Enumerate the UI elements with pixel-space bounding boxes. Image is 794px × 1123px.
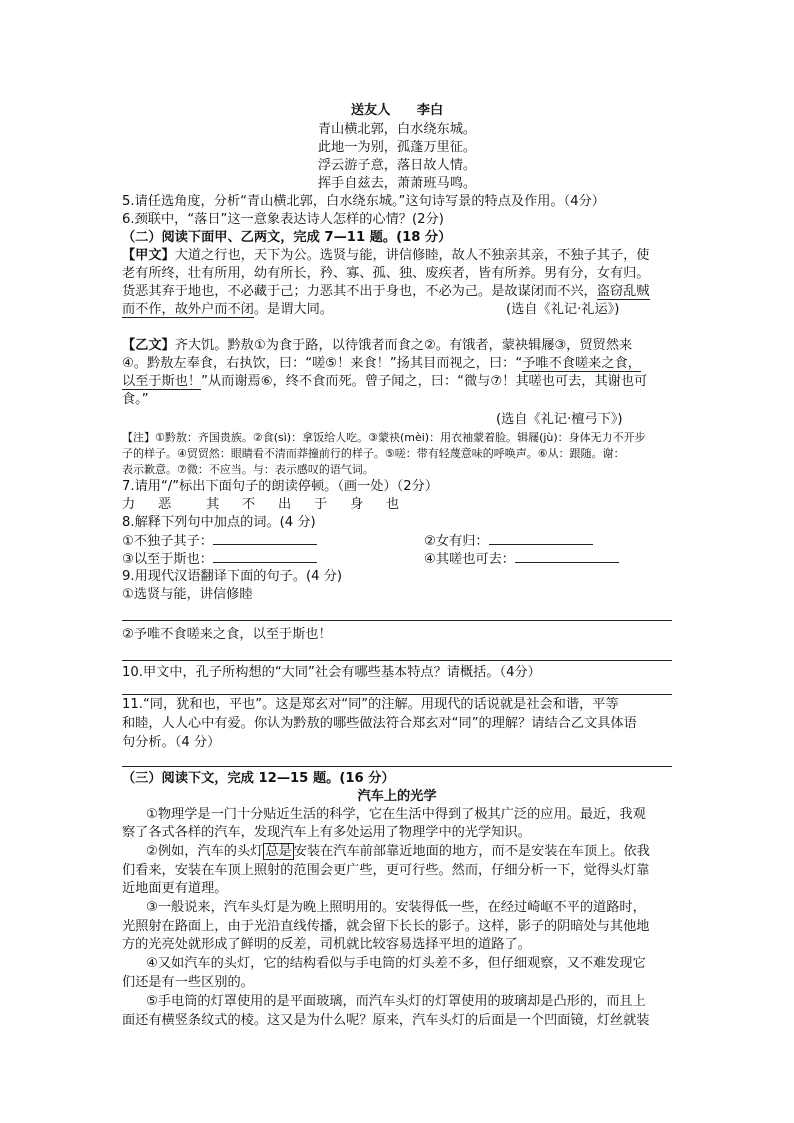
jia-underlined: 而不作，故外户而不闭 [122, 302, 254, 317]
yi-underlined: 以至于斯也！ [122, 374, 202, 389]
notes-line: 子的样子。④贸贸然：眼睛看不清而莽撞前行的样子。⑤嗟：带有轻蔑意味的呼唤声。⑥从：跟随。谢： [122, 447, 625, 460]
article-text: ②例如，汽车的头灯 [146, 844, 264, 859]
question-5: 5.请任选角度，分析“青山横北郭，白水绕东城。”这句诗写景的特点及作用。（4分） [122, 194, 605, 209]
q8-item-label: ④其嗟也可去： [424, 552, 515, 567]
yi-line [122, 355, 641, 373]
article-line: ①物理学是一门十分贴近生活的科学，它在生活中得到了极其广泛的应用。最近，我观 [146, 807, 646, 822]
yi-label: 【乙文】 [122, 338, 175, 353]
yi-line [122, 337, 632, 355]
question-11-line: 句分析。（4 分） [122, 735, 221, 750]
answer-line[interactable] [122, 694, 672, 695]
article-line: 面还有横竖条纹式的棱。这又是为什么呢？原来，汽车头灯的后面是一个凹面镜，灯丝就装 [122, 1013, 650, 1028]
article-line: ⑤手电筒的灯罩使用的是平面玻璃，而汽车头灯的灯罩使用的玻璃却是凸形的，而且上 [146, 994, 646, 1009]
q8-item-label: ①不独子其子： [122, 534, 213, 549]
q8-item [424, 550, 619, 569]
article-line [146, 843, 650, 861]
q7-char: 力 [122, 497, 136, 512]
jia-line [122, 247, 650, 265]
yi-line: 食。” [122, 392, 149, 407]
answer-line[interactable] [122, 766, 672, 767]
jia-text: 货恶其弃于地也，不必藏于己；力恶其不出于身也，不必为己。是故谋闭而不兴， [122, 284, 597, 299]
question-11-line: 和睦，人人心中有爱。你认为黔敖的哪些做法符合郑玄对“同”的理解？请结合乙文具体语 [122, 716, 637, 731]
q8-item-label: ③以至于斯也： [122, 552, 213, 567]
question-6: 6.颈联中，“落日”这一意象表达诗人怎样的心情？(2分) [122, 212, 444, 227]
yi-source: (选自《礼记·檀弓下》) [496, 412, 623, 427]
yi-text: 齐大饥。黔敖①为食于路，以待饿者而食之②。有饿者，蒙袂辑屦③，贸贸然来 [174, 338, 633, 353]
q9-item: ①选贤与能，讲信修睦 [122, 587, 253, 602]
yi-underlined: 予唯不食嗟来之食， [522, 356, 641, 371]
q7-char: 不 [242, 497, 256, 512]
answer-blank[interactable] [213, 550, 317, 563]
jia-line [122, 301, 333, 319]
q8-item-label: ②女有归： [424, 534, 489, 549]
article-line: ③一般说来，汽车头灯是为晚上照明用的。安装得低一些，在经过崎岖不平的道路时， [146, 900, 646, 915]
jia-label: 【甲文】 [122, 248, 175, 263]
jia-text: 大道之行也，天下为公。选贤与能，讲信修睦，故人不独亲其亲，不独子其子，使 [174, 248, 650, 263]
q7-sentence [122, 496, 422, 514]
q7-char: 恶 [158, 497, 172, 512]
article-line: 察了各式各样的汽车，发现汽车上有多处运用了物理学中的光学知识。 [122, 825, 531, 840]
q9-item: ②予唯不食嗟来之食，以至于斯也！ [122, 627, 332, 642]
yi-text: ”从而谢焉⑥，终不食而死。曾子闻之，曰：“微与⑦！其嗟也可去，其谢也可 [201, 374, 648, 389]
article-line: 光照射在路面上，由于光沿直线传播，就会留下长长的影子。这样，影子的阴暗处与其他地 [122, 919, 650, 934]
q7-char: 其 [206, 497, 220, 512]
answer-blank[interactable] [213, 532, 317, 545]
q7-char: 也 [386, 497, 400, 512]
article-title: 汽车上的光学 [357, 789, 437, 804]
answer-blank[interactable] [515, 550, 619, 563]
poem-line: 挥手自兹去，萧萧班马鸣。 [317, 176, 477, 191]
poem-line: 青山横北郭，白水绕东城。 [317, 122, 477, 137]
jia-line: 老有所终，壮有所用，幼有所长，矜、寡、孤、独、废疾者，皆有所养。男有分，女有归。 [122, 266, 650, 281]
q8-item [424, 532, 593, 551]
notes-line: 【注】①黔敖：齐国贵族。②食(sì)：拿饭给人吃。③蒙袂(mèi)：用衣袖蒙着脸。辑屦(jù)：身体无力不开步 [122, 431, 646, 444]
answer-line[interactable] [122, 660, 672, 661]
article-text: 安装在汽车前部靠近地面的地方，而不是安装在车顶上。依我 [293, 844, 650, 859]
article-line: ④又如汽车的头灯，它的结构看似与手电筒的灯头差不多，但仔细观察，又不难发现它 [146, 956, 646, 971]
yi-text: ④。黔敖左奉食，右执饮，曰：“嗟⑤！来食！”扬其目而视之，曰：“ [122, 356, 523, 371]
section-2-heading: （二）阅读下面甲、乙两文，完成 7—11 题。(18 分） [122, 230, 452, 245]
section-3-heading: （三）阅读下文，完成 12—15 题。(16 分） [122, 771, 395, 786]
article-line: 方的光亮处就形成了鲜明的反差，司机就比较容易选择平坦的道路了。 [122, 937, 531, 952]
article-line: 近地面更有道理。 [122, 881, 228, 896]
q7-char: 出 [278, 497, 292, 512]
q8-item [122, 550, 317, 569]
boxed-word: 总是 [265, 844, 292, 859]
question-11: 11.“同，犹和也，平也”。这是郑玄对“同”的注解。用现代的话说就是社会和谐，平等 [122, 697, 619, 712]
notes-line: 表示歉意。⑦微：不应当。与：表示感叹的语气词。 [122, 463, 374, 476]
q7-char: 身 [350, 497, 364, 512]
article-line: 们还是有一些区别的。 [122, 975, 254, 990]
jia-source: (选自《礼记·礼运》) [506, 302, 620, 317]
question-7: 7.请用“/”标出下面句子的朗读停顿。（画一处）（2分） [122, 479, 439, 494]
article-line: 们看来，安装在车顶上照射的范围会更广些，更可行些。然而，仔细分析一下，觉得头灯靠 [122, 863, 650, 878]
question-10: 10.甲文中，孔子所构想的“大同”社会有哪些基本特点？请概括。（4分） [122, 665, 541, 680]
poem-line: 此地一为别，孤蓬万里征。 [317, 140, 477, 155]
answer-line[interactable] [122, 620, 672, 621]
jia-text: 。是谓大同。 [253, 302, 333, 317]
question-8: 8.解释下列句中加点的词。(4 分) [122, 515, 316, 530]
question-9: 9.用现代汉语翻译下面的句子。(4 分) [122, 569, 343, 584]
jia-underlined: 盗窃乱贼 [596, 284, 650, 299]
poem-line: 浮云游子意，落日故人情。 [317, 158, 477, 173]
jia-line [122, 283, 650, 301]
q7-char: 于 [314, 497, 328, 512]
q8-item [122, 532, 317, 551]
yi-line [122, 373, 647, 391]
poem-title: 送友人 李白 [350, 103, 444, 118]
answer-blank[interactable] [489, 532, 593, 545]
